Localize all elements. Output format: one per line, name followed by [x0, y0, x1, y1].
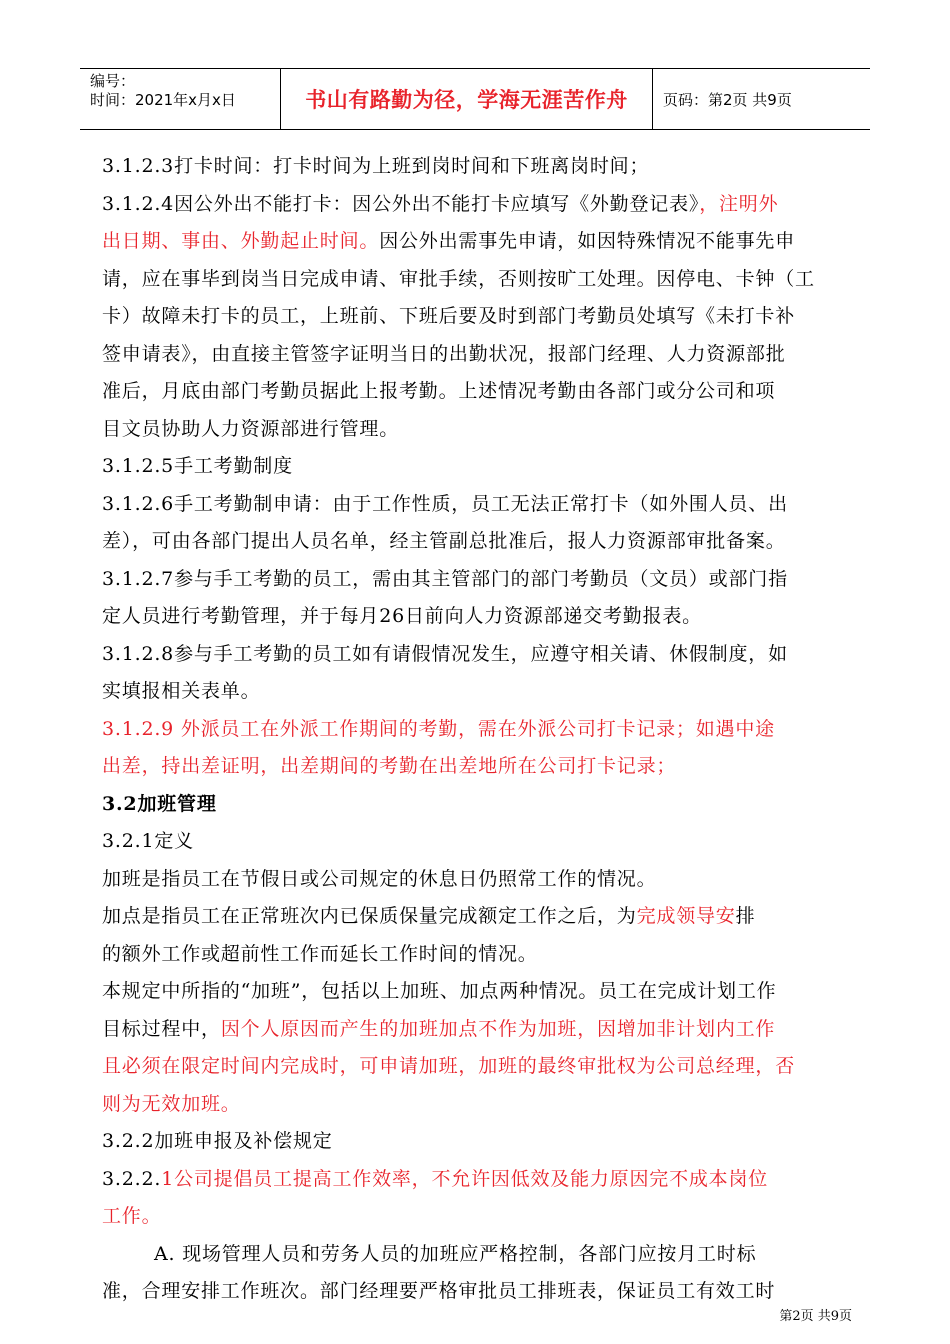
paragraph-line: 定人员进行考勤管理，并于每月26日前向人力资源部递交考勤报表。 [102, 605, 702, 627]
header-motto: 书山有路勤为径，学海无涯苦作舟 [281, 69, 653, 129]
paragraph-line: 准后，月底由部门考勤员据此上报考勤。上述情况考勤由各部门或分公司和项 [102, 380, 776, 402]
paragraph-line: 出日期、事由、外勤起止时间。因公外出需事先申请，如因特殊情况不能事先申 [102, 230, 796, 252]
header-page-info: 页码：第2页 共9页 [663, 90, 792, 109]
paragraph-line: 本规定中所指的“加班”，包括以上加班、加点两种情况。员工在完成计划工作 [102, 980, 777, 1002]
paragraph-line: 差），可由各部门提出人员名单，经主管副总批准后，报人力资源部审批备案。 [102, 530, 786, 552]
highlighted-text: 1公司提倡员工提高工作效率，不允许因低效及能力原因完不成本岗位 [161, 1167, 769, 1190]
paragraph-line: 加班是指员工在节假日或公司规定的休息日仍照常工作的情况。 [102, 867, 657, 890]
paragraph-line: 实填报相关表单。 [102, 680, 261, 702]
highlighted-line: 3.1.2.9 外派员工在外派工作期间的考勤，需在外派公司打卡记录；如遇中途 [102, 717, 775, 740]
paragraph-line: 卡）故障未打卡的员工，上班前、下班后要及时到部门考勤员处填写《未打卡补 [102, 305, 796, 327]
paragraph-line: 签申请表》，由直接主管签字证明当日的出勤状况，报部门经理、人力资源部批 [102, 342, 786, 365]
paragraph-line: 准，合理安排工作班次。部门经理要严格审批员工排班表，保证员工有效工时 [102, 1280, 776, 1302]
page-footer: 第2页 共9页 [779, 1309, 852, 1324]
highlighted-text: ，注明外 [699, 192, 779, 215]
highlighted-line: 工作。 [102, 1205, 162, 1227]
doc-time-label: 时间：2021年x月x日 [90, 91, 236, 109]
paragraph-line: A. 现场管理人员和劳务人员的加班应严格控制，各部门应按月工时标 [154, 1242, 757, 1265]
header-meta [80, 69, 281, 129]
section-heading: 3.2.2加班申报及补偿规定 [102, 1130, 333, 1152]
paragraph-line: 3.1.2.7参与手工考勤的员工，需由其主管部门的部门考勤员（文员）或部门指 [102, 567, 788, 590]
highlighted-line: 则为无效加班。 [102, 1092, 241, 1115]
paragraph-line: 3.2.2.1公司提倡员工提高工作效率，不允许因低效及能力原因完不成本岗位 [102, 1167, 769, 1190]
document-body [102, 148, 854, 1311]
paragraph-line: 的额外工作或超前性工作而延长工作时间的情况。 [102, 942, 538, 965]
section-title-overtime: 3.2加班管理 [102, 792, 217, 815]
highlighted-text: 因个人原因而产生的加班加点不作为加班，因增加非计划内工作 [220, 1017, 776, 1040]
highlighted-line: 出差，持出差证明，出差期间的考勤在出差地所在公司打卡记录； [102, 755, 677, 777]
paragraph-line: 目文员协助人力资源部进行管理。 [102, 417, 400, 440]
paragraph-line: 请，应在事毕到岗当日完成申请、审批手续，否则按旷工处理。因停电、卡钟（工 [102, 267, 815, 290]
highlighted-text: 完成领导安 [636, 905, 736, 927]
highlighted-line: 且必须在限定时间内完成时，可申请加班，加班的最终审批权为公司总经理，否 [102, 1055, 796, 1077]
section-heading: 3.2.1定义 [102, 830, 194, 852]
highlighted-text: 出日期、事由、外勤起止时间。 [102, 230, 380, 252]
paragraph-line: 3.1.2.3打卡时间：打卡时间为上班到岗时间和下班离岗时间； [102, 155, 650, 177]
section-heading: 3.1.2.5手工考勤制度 [102, 455, 293, 477]
paragraph-line: 3.1.2.8参与手工考勤的员工如有请假情况发生，应遵守相关请、休假制度，如 [102, 642, 788, 665]
paragraph-line: 3.1.2.6手工考勤制申请：由于工作性质，员工无法正常打卡（如外围人员、出 [102, 492, 788, 515]
paragraph-line: 加点是指员工在正常班次内已保质保量完成额定工作之后，为完成领导安排 [102, 905, 756, 927]
paragraph-line: 目标过程中，因个人原因而产生的加班加点不作为加班，因增加非计划内工作 [102, 1017, 776, 1040]
header-table [80, 68, 870, 130]
doc-number-label: 编号： [90, 72, 136, 90]
paragraph-line: 3.1.2.4因公外出不能打卡：因公外出不能打卡应填写《外勤登记表》，注明外 [102, 192, 779, 215]
